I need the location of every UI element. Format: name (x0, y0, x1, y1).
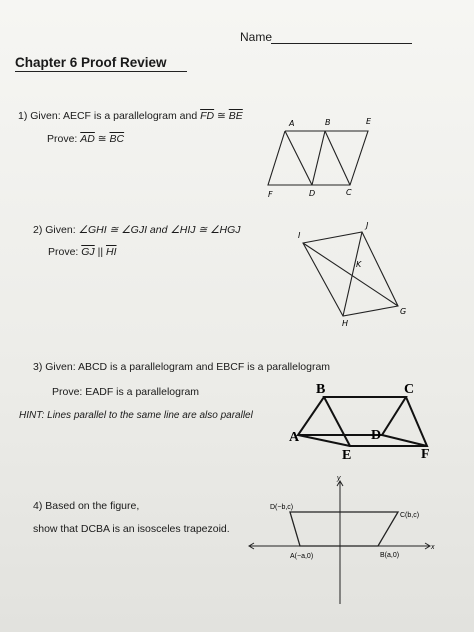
point-label-e: E (366, 117, 372, 126)
problem-2-prove-prefix: Prove: (48, 246, 82, 258)
point-label-c3: C (404, 382, 415, 397)
congruent-symbol: ≅ (97, 133, 107, 145)
x-axis-label: x (431, 544, 435, 551)
segment-gj: $\overline{GJ}$ (81, 246, 95, 258)
problem-4-line2: show that DCBA is an isosceles trapezoid. (33, 523, 230, 535)
segment-ad-line (285, 131, 312, 185)
segment-df (382, 435, 427, 446)
problem-1-prove-prefix: Prove: (47, 133, 81, 145)
figure-4-coordinate-plane (249, 481, 430, 604)
figure-1-parallelogram (268, 131, 368, 185)
point-label-i: I (298, 231, 301, 240)
parallelogram-abcd (298, 397, 406, 435)
point-label-g: G (400, 307, 407, 316)
point-label-a: A (289, 119, 295, 128)
parallel-symbol: || (97, 246, 104, 258)
diagonal-jh (343, 232, 362, 316)
problem-3-given-text: Given: ABCD is a parallelogram and EBCF is a parallelogram (45, 361, 331, 373)
point-label-f: F (268, 190, 273, 199)
problem-3-hint: HINT: Lines parallel to the same line are also parallel (19, 410, 253, 421)
segment-ae (298, 435, 350, 446)
point-label-b4: B(a,0) (380, 552, 400, 559)
problem-2-number: 2) (33, 224, 43, 236)
problem-2-given-prefix: Given: (45, 224, 79, 236)
diagonal-ig (303, 243, 398, 306)
point-label-d: D (309, 189, 316, 198)
point-label-a3: A (289, 430, 300, 445)
point-label-a4: A(−a,0) (290, 553, 314, 560)
problem-4-number: 4) (33, 500, 43, 512)
problem-3-number: 3) (33, 361, 43, 373)
y-axis-label: y (337, 475, 341, 482)
point-label-b3: B (316, 382, 326, 397)
figure-2-quadrilateral (303, 232, 398, 316)
segment-be: $\overline{BE}$ (228, 110, 243, 122)
congruent-symbol: ≅ (217, 110, 226, 122)
segment-bc: $\overline{BC}$ (109, 133, 125, 145)
problem-2-given-angles: ∠GHI ≅ ∠GJI and ∠HIJ ≅ ∠HGJ (78, 224, 241, 236)
problem-3-prove: Prove: EADF is a parallelogram (52, 386, 200, 398)
segment-fd: $\overline{FD}$ (200, 110, 215, 122)
figure-4-labels (270, 475, 435, 560)
point-label-c: C (346, 188, 352, 197)
segment-hi: $\overline{HI}$ (106, 246, 117, 258)
point-label-c4: C(b,c) (400, 512, 420, 519)
problem-1-number: 1) (18, 110, 28, 122)
trapezoid-dcba (290, 512, 398, 546)
figure-1-labels (268, 117, 372, 199)
point-label-d4: D(−b,c) (270, 504, 294, 511)
page-title: Chapter 6 Proof Review (15, 55, 167, 70)
point-label-e3: E (342, 448, 352, 463)
point-label-b: B (325, 118, 331, 127)
point-label-k: K (356, 260, 362, 269)
point-label-d3: D (371, 428, 382, 443)
segment-bd-line (312, 131, 325, 185)
problem-4-line1-text: Based on the figure, (45, 500, 140, 512)
point-label-h: H (342, 319, 349, 328)
figure-3-parallelograms (298, 397, 427, 446)
figure-3-labels (289, 382, 430, 463)
problem-1-given-prefix: Given: AECF is a parallelogram and (30, 110, 201, 122)
point-label-f3: F (421, 447, 430, 462)
segment-ad: $\overline{AD}$ (80, 133, 95, 145)
segment-bc-line (325, 131, 350, 185)
name-label: Name (240, 30, 273, 44)
point-label-j: J (366, 221, 369, 230)
